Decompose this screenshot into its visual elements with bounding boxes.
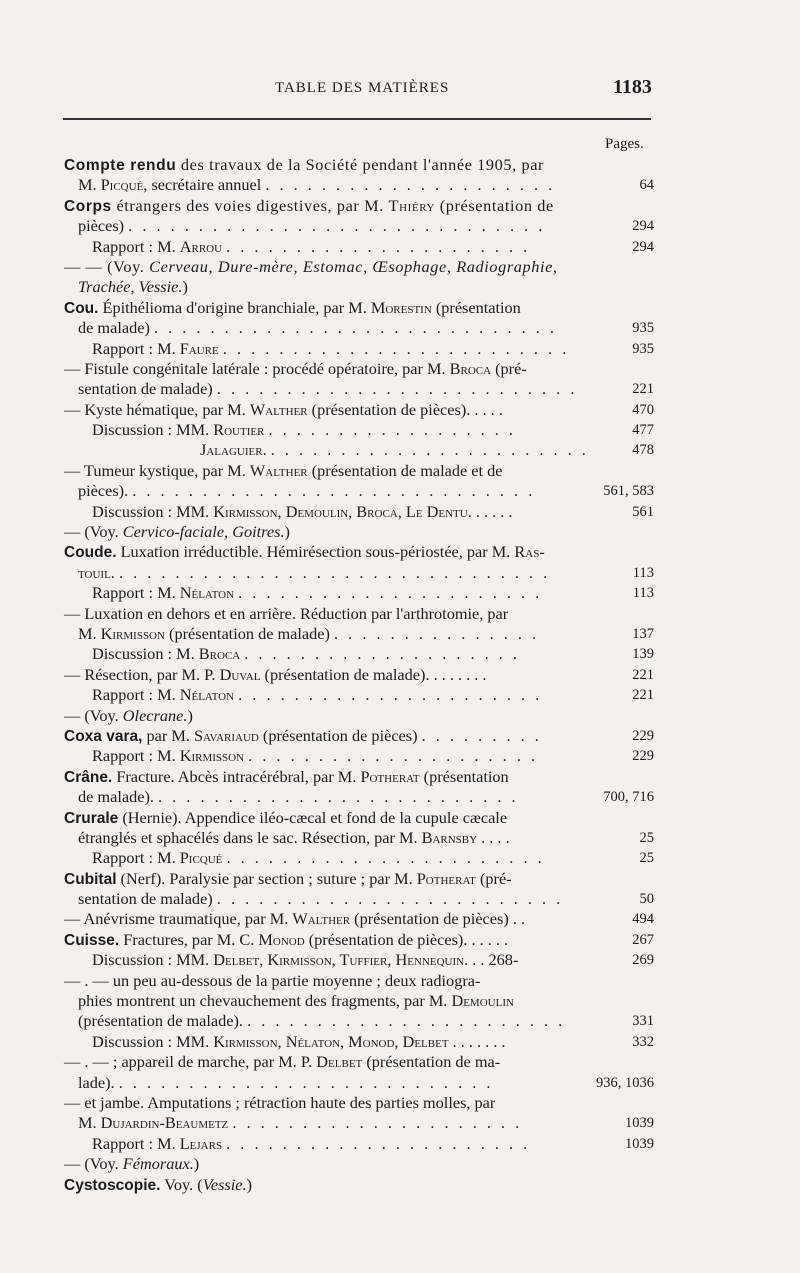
entry-segment: Ras-: [514, 542, 545, 562]
entry-segment: — (Voy.: [64, 522, 123, 542]
page-reference: 294: [632, 218, 654, 235]
entry-segment: (présentation de pièces) . .: [350, 909, 526, 929]
entry-text: [92, 339, 569, 359]
entry-text: [64, 665, 487, 685]
page-reference: 64: [639, 177, 654, 194]
entry-segment: (présentation de pièces). . . . . .: [304, 929, 509, 949]
index-line: [64, 991, 654, 1011]
entry-segment: ): [193, 1154, 200, 1174]
entry-segment: M.: [78, 175, 101, 195]
entry-text: [64, 196, 554, 217]
page-reference: 294: [632, 238, 654, 255]
entry-text: [78, 318, 557, 338]
entry-text: [78, 379, 577, 399]
entry-heading: Coude.: [64, 544, 117, 562]
leader-dots: . . . . . . . . . . . . . . . . . . . . . . . . . . .: [118, 1072, 494, 1092]
index-line: [64, 237, 654, 257]
entry-text: [92, 502, 512, 522]
entry-text: [78, 1073, 493, 1093]
entry-segment: Kirmisson: [179, 746, 245, 766]
index-line: [64, 909, 654, 929]
index-line: [64, 950, 654, 970]
page-reference: 935: [632, 320, 654, 337]
page-reference: 1039: [625, 1135, 654, 1152]
entry-segment: — et jambe. Amputations ; rétraction haute des parties molles, par: [64, 1092, 496, 1112]
leader-dots: . . . . . . . . . . . . . . .: [334, 623, 540, 643]
entry-heading: Corps: [64, 197, 112, 215]
page-reference: 561: [632, 503, 654, 520]
page-reference: 561, 583: [603, 483, 654, 500]
index-line: [64, 808, 654, 828]
entry-text: [200, 440, 589, 460]
entry-segment: Rapport : M.: [92, 338, 180, 358]
entry-segment: sentation de malade): [78, 889, 217, 909]
entry-segment: Discussion : MM.: [92, 950, 214, 970]
entry-segment: Routier: [213, 420, 265, 440]
index-line: [64, 787, 654, 807]
entry-segment: Faure: [179, 338, 219, 358]
entry-segment: (présentation: [431, 297, 521, 317]
index-line: [64, 665, 654, 685]
index-line: [64, 726, 654, 746]
page-reference: 1039: [625, 1115, 654, 1132]
entry-segment: (présentation: [419, 766, 509, 786]
entry-segment: Kirmisson, Demoulin, Broca, Le Dentu: [213, 501, 468, 521]
entry-heading: Cubital: [64, 870, 117, 888]
entry-text: [64, 542, 545, 563]
entry-segment: (présentation de malade). . . . . . . .: [260, 664, 487, 684]
entry-segment: Épithélioma d'origine branchiale, par M.: [98, 297, 371, 317]
index-line: [64, 440, 654, 460]
entry-text: [64, 909, 525, 929]
entry-segment: (présentation de malade et de: [307, 460, 503, 480]
entry-segment: Discussion : MM.: [92, 1031, 214, 1051]
page-number: 1183: [613, 76, 652, 98]
entry-segment: touil: [78, 562, 111, 582]
page-reference: 936, 1036: [596, 1074, 654, 1091]
leader-dots: . . . . . . . . . . . . . . . . . . . . . . . . . . . . .: [153, 318, 557, 338]
entry-segment: Vessie.: [202, 1174, 247, 1194]
entry-text: [92, 644, 520, 664]
entry-text: [78, 624, 539, 644]
index-line: [64, 481, 654, 501]
index-line: [64, 542, 654, 562]
entry-text: [92, 848, 545, 868]
index-line: [64, 828, 654, 848]
index-line: [64, 889, 654, 909]
page-reference: 331: [632, 1013, 654, 1030]
entry-segment: — . — ; appareil de marche, par M. P.: [64, 1052, 317, 1072]
entry-heading: Cystoscopie.: [64, 1176, 161, 1194]
entry-heading: Cou.: [64, 299, 99, 317]
header-rule: [63, 118, 651, 120]
leader-dots: . . . . . . . . . . . . . . . . . . . . . . . . . . . . . . .: [118, 562, 551, 582]
index-line: [64, 1175, 654, 1195]
index-line: [64, 1093, 654, 1113]
index-line: [64, 767, 654, 787]
entry-segment: Duval: [219, 664, 261, 684]
page-reference: 470: [632, 401, 654, 418]
entry-segment: Luxation irréductible. Hémirésection sous-périostée, par M.: [116, 542, 515, 562]
entry-segment: (présentation de malade).: [78, 1011, 248, 1031]
entry-segment: — Kyste hématique, par M.: [64, 399, 250, 419]
entry-segment: — (Voy.: [64, 705, 123, 725]
entry-segment: Discussion : MM.: [92, 501, 214, 521]
page-reference: 229: [632, 727, 654, 744]
entry-segment: Rapport : M.: [92, 746, 180, 766]
entry-segment: sentation de malade): [78, 379, 217, 399]
entry-segment: (présentation de malade): [164, 623, 335, 643]
index-line: [64, 869, 654, 889]
entry-text: [64, 1175, 252, 1196]
entry-text: [78, 277, 188, 297]
entry-text: [64, 298, 521, 319]
entry-text: [64, 767, 509, 788]
page-reference: 113: [632, 585, 654, 602]
running-title: TABLE DES MATIÈRES: [275, 80, 450, 96]
entry-segment: — Fistule congénitale latérale : procédé opératoire, par M.: [64, 358, 450, 378]
leader-dots: . . . . . . . . . . . . . . . . . . . . . . . . .: [216, 889, 564, 909]
entry-text: [92, 420, 516, 440]
index-line: [64, 1134, 654, 1154]
entry-segment: Rapport : M.: [92, 1133, 180, 1153]
page-reference: 25: [639, 850, 654, 867]
index-entries: [64, 155, 654, 1195]
page-reference: 113: [632, 564, 654, 581]
entry-text: [78, 563, 550, 583]
entry-segment: pièces): [78, 216, 129, 236]
entry-segment: étrangers des voies digestives, par M.: [111, 195, 389, 215]
entry-segment: de malade).: [78, 787, 159, 807]
running-header: [0, 70, 800, 104]
index-line: [64, 624, 654, 644]
index-line: [64, 706, 654, 726]
page-reference: 700, 716: [603, 789, 654, 806]
leader-dots: . . . . . . . . . . . . . . . . . .: [268, 420, 516, 440]
entry-segment: . . . . . .: [467, 501, 513, 521]
entry-segment: — Tumeur kystique, par M.: [64, 460, 250, 480]
entry-segment: Olecrane.: [122, 705, 188, 725]
index-line: [64, 175, 654, 195]
leader-dots: . . . . . . . . . . . . . . . . . . . . . .: [238, 583, 543, 603]
index-line: [64, 196, 654, 216]
entry-segment: Walther: [292, 909, 351, 929]
page-reference: 494: [632, 911, 654, 928]
entry-heading: Crâne.: [64, 768, 113, 786]
entry-segment: , secrétaire annuel: [143, 175, 266, 195]
entry-text: [78, 481, 535, 501]
page-reference: 221: [632, 381, 654, 398]
entry-segment: — Résection, par M. P.: [64, 664, 220, 684]
entry-segment: — (Voy.: [64, 1154, 123, 1174]
entry-segment: Dujardin-Beaumetz: [100, 1113, 229, 1133]
entry-segment: Demoulin: [451, 991, 514, 1011]
entry-segment: .: [110, 562, 119, 582]
page-reference: 50: [639, 891, 654, 908]
entry-text: [64, 726, 542, 747]
entry-text: [64, 930, 508, 951]
index-line: [64, 339, 654, 359]
page-reference: 229: [632, 748, 654, 765]
entry-segment: (présentation de ma-: [362, 1052, 501, 1072]
index-line: [64, 1032, 654, 1052]
page-reference: 935: [632, 340, 654, 357]
entry-text: [78, 787, 519, 807]
entry-text: [92, 1032, 506, 1052]
entry-segment: Fémoraux.: [122, 1154, 194, 1174]
pages-column-label: Pages.: [605, 136, 644, 152]
entry-segment: .: [262, 440, 271, 460]
index-line: [64, 318, 654, 338]
index-line: [64, 379, 654, 399]
entry-segment: Delbet, Kirmisson, Tuffier, Hennequin: [213, 950, 465, 970]
index-line: [64, 1073, 654, 1093]
entry-segment: (Nerf). Paralysie par section ; suture ; par M.: [116, 868, 417, 888]
index-line: [64, 155, 654, 175]
leader-dots: . . . . . . . . . . . . . . . . . . . . . . . . . . . . . .: [128, 216, 546, 236]
entry-segment: Rapport : M.: [92, 236, 180, 256]
entry-heading: Crurale: [64, 809, 119, 827]
entry-segment: Fractures, par M. C.: [119, 929, 259, 949]
entry-segment: ): [284, 522, 290, 542]
page-reference: 478: [632, 442, 654, 459]
entry-segment: Voy. (: [160, 1174, 203, 1194]
entry-segment: ): [182, 277, 188, 297]
leader-dots: . . . . . . . . . . . . . . . . . . . . . . .: [247, 1011, 566, 1031]
index-line: [64, 216, 654, 236]
entry-text: [92, 685, 542, 705]
entry-segment: par M.: [142, 725, 194, 745]
entry-segment: Potherat: [416, 868, 476, 888]
leader-dots: . . . . . . . . .: [421, 725, 542, 745]
entry-text: [78, 175, 555, 195]
entry-segment: (présentation de pièces). . . . .: [307, 399, 503, 419]
entry-segment: M.: [78, 623, 101, 643]
entry-segment: de malade): [78, 318, 154, 338]
page-reference: 137: [632, 625, 654, 642]
entry-segment: Picqué: [179, 848, 223, 868]
page-reference: 25: [639, 829, 654, 846]
entry-text: [64, 522, 290, 542]
entry-segment: lade).: [78, 1072, 119, 1092]
entry-heading: Compte rendu: [64, 157, 177, 174]
page-reference: 139: [632, 646, 654, 663]
leader-dots: . . . . . . . . . . . . . . . . . . . . . .: [238, 685, 543, 705]
entry-text: [64, 461, 502, 481]
entry-text: [64, 971, 480, 991]
entry-segment: Barnsby: [421, 827, 478, 847]
entry-segment: . . . 268-: [464, 950, 519, 970]
entry-segment: Rapport : M.: [92, 685, 180, 705]
entry-text: [78, 1011, 565, 1031]
leader-dots: . . . . . . . . . . . . . . . . . . . . . . . . .: [222, 338, 570, 358]
index-line: [64, 359, 654, 379]
entry-segment: Potherat: [360, 766, 420, 786]
index-line: [64, 848, 654, 868]
entry-segment: Cervico-faciale, Goitres.: [122, 522, 285, 542]
entry-segment: Broca: [449, 358, 492, 378]
index-line: [64, 400, 654, 420]
index-line: [64, 644, 654, 664]
entry-segment: Arrou: [179, 236, 223, 256]
entry-text: [64, 1093, 495, 1113]
entry-segment: — Luxation en dehors et en arrière. Réduction par l'arthrotomie, par: [64, 603, 509, 623]
entry-segment: — — (Voy.: [64, 256, 150, 276]
entry-segment: . . . . . . .: [448, 1031, 506, 1051]
entry-segment: Nélaton: [179, 685, 235, 705]
entry-segment: Nélaton: [179, 583, 235, 603]
leader-dots: . . . . . . . . . . . . . . . . . . . . . .: [226, 236, 531, 256]
entry-segment: Discussion : M.: [92, 644, 199, 664]
entry-segment: ): [246, 1174, 252, 1194]
index-line: [64, 563, 654, 583]
entry-text: [92, 237, 530, 257]
entry-segment: Picqué: [100, 175, 144, 195]
entry-segment: Broca: [198, 644, 241, 664]
index-line: [64, 1011, 654, 1031]
entry-segment: (présentation de: [435, 195, 554, 215]
entry-segment: Walther: [249, 399, 308, 419]
leader-dots: . . . . . . . . . . . . . . . . . . . . . . .: [270, 440, 589, 460]
entry-text: [92, 950, 518, 970]
index-line: [64, 746, 654, 766]
entry-text: [78, 216, 545, 236]
entry-heading: Cuisse.: [64, 931, 120, 949]
page-reference: 269: [632, 952, 654, 969]
index-line: [64, 583, 654, 603]
index-line: [64, 522, 654, 542]
entry-segment: des travaux de la Société pendant l'année 1905, par: [176, 155, 545, 174]
index-line: [64, 420, 654, 440]
leader-dots: . . . . . . . . . . . . . . . . . . . . . . . . . .: [216, 379, 578, 399]
entry-segment: — . — un peu au-dessous de la partie moyenne ; deux radiogra-: [64, 970, 481, 990]
entry-text: [78, 889, 563, 909]
entry-text: [92, 583, 542, 603]
leader-dots: . . . . . . . . . . . . . . . . . . . . .: [248, 746, 539, 766]
entry-segment: Discussion : MM.: [92, 420, 214, 440]
entry-text: [78, 991, 514, 1011]
index-line: [64, 930, 654, 950]
leader-dots: . . . . . . . . . . . . . . . . . . . . .: [265, 175, 556, 195]
entry-segment: étranglés et sphacélés dans le sac. Résection, par M.: [78, 827, 422, 847]
entry-segment: Cerveau, Dure-mère, Estomac, Œsophage, Radiographie,: [149, 256, 558, 276]
index-line: [64, 461, 654, 481]
entry-segment: Rapport : M.: [92, 848, 180, 868]
entry-text: [78, 828, 510, 848]
leader-dots: . . . . . . . . . . . . . . . . . . . . . . .: [226, 848, 545, 868]
index-line: [64, 257, 654, 277]
entry-segment: Delbet: [316, 1052, 363, 1072]
page-reference: 267: [632, 931, 654, 948]
leader-dots: . . . . . . . . . . . . . . . . . . . . . . . . . . . . .: [132, 481, 536, 501]
index-line: [64, 502, 654, 522]
index-line: [64, 1154, 654, 1174]
entry-segment: Walther: [249, 460, 308, 480]
entry-text: [64, 808, 507, 829]
entry-segment: Lejars: [179, 1133, 223, 1153]
leader-dots: . . . . . . . . . . . . . . . . . . . . .: [232, 1113, 523, 1133]
entry-segment: Morestin: [370, 297, 432, 317]
entry-text: [64, 869, 512, 890]
entry-segment: Monod: [258, 929, 305, 949]
page-reference: 221: [632, 666, 654, 683]
page-reference: 221: [632, 687, 654, 704]
entry-text: [64, 1052, 500, 1072]
entry-segment: Thiéry: [388, 195, 436, 215]
entry-text: [78, 1113, 522, 1133]
entry-segment: Jalaguier: [200, 440, 263, 460]
entry-text: [64, 155, 544, 176]
index-line: [64, 971, 654, 991]
entry-segment: Kirmisson: [100, 623, 165, 643]
entry-segment: ): [187, 705, 193, 725]
index-line: [64, 1113, 654, 1133]
index-line: [64, 1052, 654, 1072]
entry-text: [64, 359, 527, 379]
index-line: [64, 277, 654, 297]
entry-text: [64, 1154, 199, 1174]
entry-segment: phies montrent un chevauchement des fragments, par M.: [78, 991, 452, 1011]
entry-text: [64, 706, 193, 726]
entry-text: [64, 400, 503, 420]
page-reference: 332: [632, 1033, 654, 1050]
entry-segment: — Anévrisme traumatique, par M.: [64, 909, 293, 929]
page-reference: 477: [632, 422, 654, 439]
entry-segment: . . . .: [477, 827, 510, 847]
entry-segment: (pré-: [491, 358, 527, 378]
entry-segment: Kirmisson, Nélaton, Monod, Delbet: [213, 1031, 449, 1051]
entry-segment: pièces).: [78, 481, 133, 501]
entry-segment: (Hernie). Appendice iléo-cæcal et fond de la cupule cæcale: [118, 807, 508, 827]
entry-text: [64, 257, 558, 277]
leader-dots: . . . . . . . . . . . . . . . . . . . .: [244, 644, 520, 664]
entry-segment: M.: [78, 1113, 101, 1133]
entry-segment: (présentation de pièces): [258, 725, 422, 745]
index-line: [64, 604, 654, 624]
entry-segment: Fracture. Abcès intracérébral, par M.: [112, 766, 361, 786]
leader-dots: . . . . . . . . . . . . . . . . . . . . . .: [226, 1133, 531, 1153]
entry-heading: Coxa vara,: [64, 727, 143, 745]
index-line: [64, 685, 654, 705]
entry-text: [64, 604, 508, 624]
entry-segment: Savariaud: [193, 725, 259, 745]
entry-text: [92, 746, 538, 766]
entry-segment: Rapport : M.: [92, 583, 180, 603]
leader-dots: . . . . . . . . . . . . . . . . . . . . . . . . . .: [158, 787, 519, 807]
index-line: [64, 298, 654, 318]
entry-text: [92, 1134, 530, 1154]
entry-segment: Trachée, Vessie.: [78, 277, 183, 297]
entry-segment: (pré-: [475, 868, 512, 888]
